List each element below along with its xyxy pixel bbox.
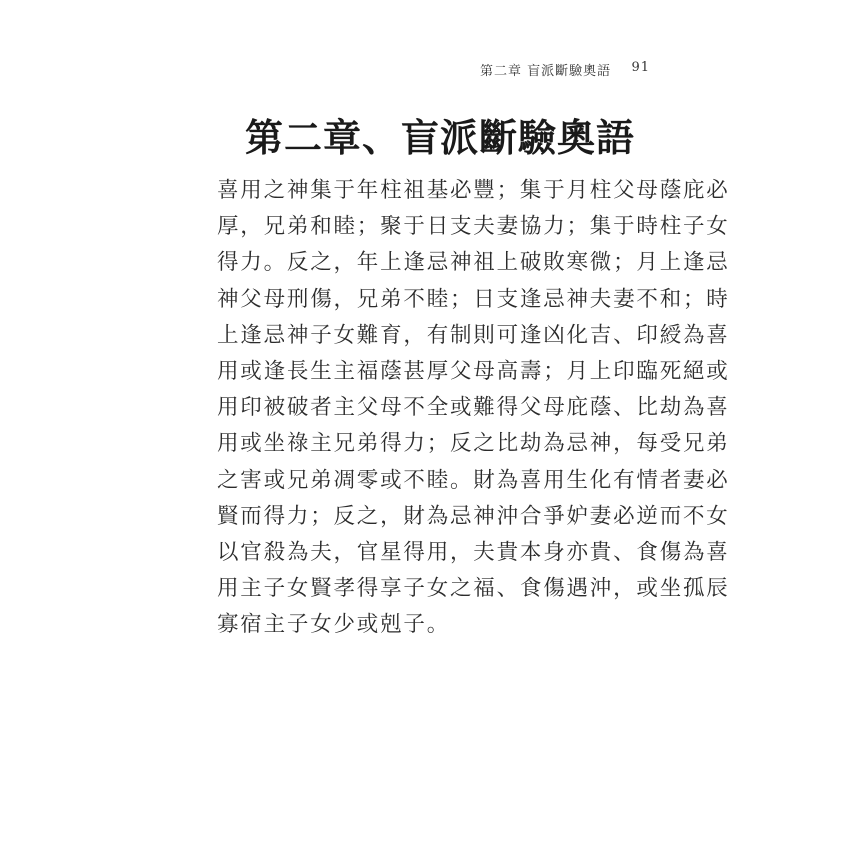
running-header-chapter: 第二章 盲派斷驗奧語	[480, 64, 612, 79]
text-line: 上逢忌神子女難育，有制則可逢凶化吉、印綬為喜	[217, 322, 730, 348]
text-line: 用或坐祿主兄弟得力；反之比劫為忌神，每受兄弟	[217, 431, 730, 457]
text-line: 用或逢長生主福蔭甚厚父母高壽；月上印臨死絕或	[217, 358, 730, 384]
text-line: 之害或兄弟凋零或不睦。財為喜用生化有情者妻必	[217, 467, 730, 493]
text-line: 賢而得力；反之，財為忌神沖合爭妒妻必逆而不女	[217, 503, 730, 529]
chapter-title: 第二章、盲派斷驗奧語	[245, 115, 636, 160]
text-line: 厚，兄弟和睦；聚于日支夫妻協力；集于時柱子女	[217, 214, 730, 240]
text-line: 以官殺為夫，官星得用，夫貴本身亦貴、食傷為喜	[217, 539, 730, 565]
text-line: 得力。反之，年上逢忌神祖上破敗寒微；月上逢忌	[217, 250, 730, 276]
text-line: 寡宿主子女少或剋子。	[217, 612, 451, 638]
running-header	[480, 60, 650, 79]
text-line: 用主子女賢孝得享子女之福、食傷遇沖，或坐孤辰	[217, 576, 730, 602]
text-line: 用印被破者主父母不全或難得父母庇蔭、比劫為喜	[217, 395, 730, 421]
page-number: 91	[631, 60, 650, 75]
text-line: 神父母刑傷，兄弟不睦；日支逢忌神夫妻不和；時	[217, 286, 730, 312]
text-line: 喜用之神集于年柱祖基必豐；集于月柱父母蔭庇必	[217, 178, 730, 203]
body-text	[217, 173, 730, 643]
